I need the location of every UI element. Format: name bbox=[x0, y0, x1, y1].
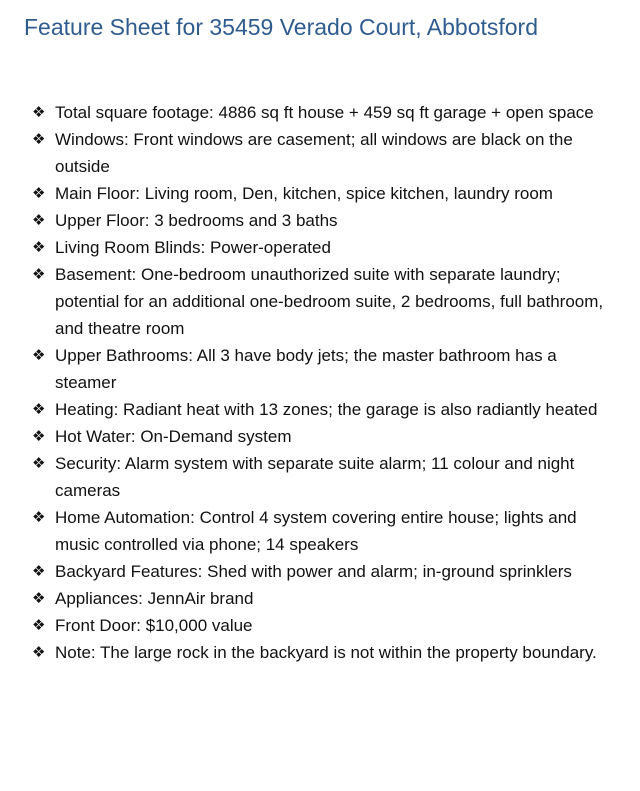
diamond-bullet-icon: ❖ bbox=[32, 266, 46, 283]
feature-text: Total square footage: 4886 sq ft house + 459 sq ft garage + open space bbox=[55, 103, 594, 122]
feature-text: Upper Floor: 3 bedrooms and 3 baths bbox=[55, 211, 338, 230]
feature-item bbox=[32, 504, 612, 558]
diamond-bullet-icon: ❖ bbox=[32, 212, 46, 229]
feature-text: Hot Water: On-Demand system bbox=[55, 427, 292, 446]
diamond-bullet-icon: ❖ bbox=[32, 104, 46, 121]
diamond-bullet-icon: ❖ bbox=[32, 563, 46, 580]
feature-text: Backyard Features: Shed with power and alarm; in-ground sprinklers bbox=[55, 562, 572, 581]
diamond-bullet-icon: ❖ bbox=[32, 455, 46, 472]
diamond-bullet-icon: ❖ bbox=[32, 590, 46, 607]
diamond-bullet-icon: ❖ bbox=[32, 131, 46, 148]
feature-text: Appliances: JennAir brand bbox=[55, 589, 254, 608]
diamond-bullet-icon: ❖ bbox=[32, 185, 46, 202]
feature-item bbox=[32, 126, 612, 180]
feature-item bbox=[32, 342, 612, 396]
feature-item bbox=[32, 639, 612, 666]
feature-item bbox=[32, 612, 612, 639]
diamond-bullet-icon: ❖ bbox=[32, 509, 46, 526]
feature-item bbox=[32, 207, 612, 234]
feature-text: Upper Bathrooms: All 3 have body jets; the master bathroom has a steamer bbox=[55, 346, 557, 392]
feature-text: Home Automation: Control 4 system covering entire house; lights and music controlled via phone; 14 speakers bbox=[55, 508, 577, 554]
feature-text: Living Room Blinds: Power-operated bbox=[55, 238, 331, 257]
diamond-bullet-icon: ❖ bbox=[32, 428, 46, 445]
diamond-bullet-icon: ❖ bbox=[32, 347, 46, 364]
feature-text: Windows: Front windows are casement; all windows are black on the outside bbox=[55, 130, 573, 176]
feature-item bbox=[32, 180, 612, 207]
feature-item bbox=[32, 396, 612, 423]
diamond-bullet-icon: ❖ bbox=[32, 644, 46, 661]
diamond-bullet-icon: ❖ bbox=[32, 617, 46, 634]
feature-item bbox=[32, 99, 612, 126]
feature-text: Main Floor: Living room, Den, kitchen, spice kitchen, laundry room bbox=[55, 184, 553, 203]
document-title: Feature Sheet for 35459 Verado Court, Abbotsford bbox=[24, 14, 539, 40]
feature-item bbox=[32, 261, 612, 342]
feature-text: Heating: Radiant heat with 13 zones; the garage is also radiantly heated bbox=[55, 400, 598, 419]
feature-item bbox=[32, 450, 612, 504]
feature-item bbox=[32, 423, 612, 450]
feature-list bbox=[32, 99, 612, 666]
feature-item bbox=[32, 234, 612, 261]
diamond-bullet-icon: ❖ bbox=[32, 401, 46, 418]
feature-item bbox=[32, 585, 612, 612]
feature-text: Security: Alarm system with separate suite alarm; 11 colour and night cameras bbox=[55, 454, 575, 500]
feature-item bbox=[32, 558, 612, 585]
feature-text: Front Door: $10,000 value bbox=[55, 616, 253, 635]
feature-text: Note: The large rock in the backyard is not within the property boundary. bbox=[55, 643, 597, 662]
diamond-bullet-icon: ❖ bbox=[32, 239, 46, 256]
feature-text: Basement: One-bedroom unauthorized suite with separate laundry; potential for an additional one-bedroom suite, 2 bedrooms, full bathroom, and theatre room bbox=[55, 265, 604, 338]
